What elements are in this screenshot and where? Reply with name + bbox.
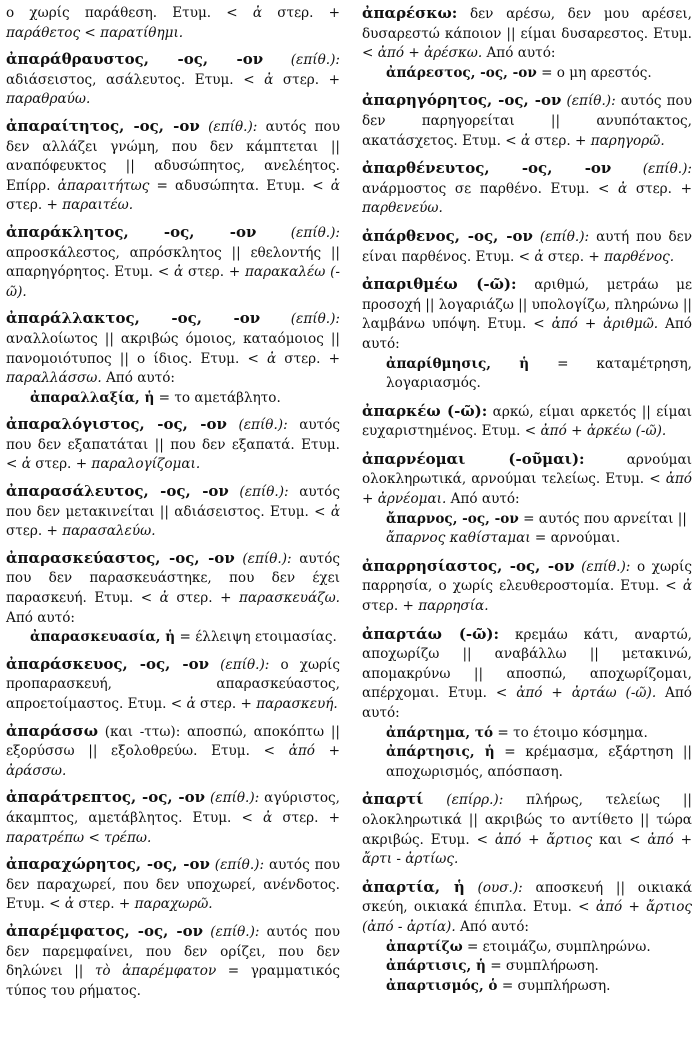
definition: αναλλοίωτος || ακριβώς όμοιος, καταόμοιος || πανομοιότυπος || ο ίδιος. Ετυμ. < xyxy=(6,330,340,367)
definition: ο χωρίς παρρησία, ο χωρίς ελευθεροστομία. Ετυμ. < xyxy=(362,558,692,595)
headword: ἀπαράλλακτος, -ος, -ον xyxy=(6,309,261,328)
sub-headword: ἀπάρεστος, -ος, -ον xyxy=(386,64,537,81)
headword: ἀπαράσσω xyxy=(6,721,98,740)
headword: ἀπαριθμέω (-ῶ): xyxy=(362,275,517,294)
text: στερ. + xyxy=(530,132,591,149)
part-of-speech: (επίθ.): xyxy=(642,161,692,178)
etym-word: ἀ xyxy=(682,578,692,595)
text: + xyxy=(404,45,425,62)
right-column xyxy=(362,4,692,1004)
definition: αυτός που δεν εξαπατάται || που δεν εξαπατά. Ετυμ. < xyxy=(6,417,341,473)
etym-word: παράθετος xyxy=(6,24,81,41)
etym-word: ἀρκέω (-ῶ). xyxy=(586,423,667,440)
dictionary-entry xyxy=(362,402,692,442)
text: στερ. + xyxy=(6,197,63,214)
etym-word: ἀ xyxy=(520,132,531,149)
text: + xyxy=(542,685,572,702)
part-of-speech: (επίρρ.): xyxy=(446,792,504,809)
text: Από αυτό: xyxy=(482,45,556,62)
sub-definition: = το αμετάβλητο. xyxy=(154,389,281,406)
sub-headword: ἀπάρτημα, τό xyxy=(386,724,494,741)
headword: ἀπαρθένευτος, -ος, -ον xyxy=(362,159,612,178)
dictionary-entry xyxy=(6,922,340,1001)
sub-definition: = συμπλήρωση. xyxy=(485,958,599,975)
text: Από αυτό: xyxy=(362,316,692,352)
text: + xyxy=(362,491,378,508)
text: στερ. + xyxy=(262,5,340,21)
etym-word: ἀ xyxy=(21,456,31,473)
text: στερ. + xyxy=(627,180,693,197)
dictionary-entry xyxy=(6,415,340,475)
etym-word: ἀπό xyxy=(377,45,405,62)
sub-definition: = έλλειψη ετοιμασίας. xyxy=(175,629,337,646)
definition: αδιάσειστος, ασάλευτος. Ετυμ. < xyxy=(6,71,265,88)
part-of-speech: (επίθ.): xyxy=(290,52,340,69)
sub-entry xyxy=(386,743,692,782)
dictionary-entry xyxy=(6,722,340,782)
etym-word: ἀράσσω. xyxy=(6,762,67,779)
dictionary-entry xyxy=(6,117,340,216)
sub-entry xyxy=(386,724,692,744)
etym-word: ἀριθμῶ. xyxy=(603,316,659,333)
text: = αδυσώπητα. Ετυμ. < xyxy=(149,177,331,194)
definition: αρκώ, είμαι αρκετός || είμαι ευχαριστημένος. Ετυμ. < xyxy=(362,403,692,440)
sub-phrase: ἄπαρνος καθίσταμαι xyxy=(386,530,531,547)
etym-word: ἄρτιος xyxy=(546,831,593,848)
sub-entry xyxy=(386,355,692,394)
sub-headword: ἀπαρτισμός, ὁ xyxy=(386,977,498,994)
headword: ἀπαραχώρητος, -ος, -ον xyxy=(6,855,210,874)
text: + xyxy=(314,743,340,760)
headword: ἀπαρασάλευτος, -ος, -ον xyxy=(6,482,229,501)
etym-word: παρασκευή. xyxy=(256,696,338,712)
part-of-speech: (επίθ.): xyxy=(220,656,270,673)
dictionary-entry xyxy=(362,557,692,617)
definition: κρεμάω κάτι, αναρτώ, αποχωρίζω || αναβάλλω || μετακινώ, απομακρύνω || αποσπώ, αποχωρίζομαι, απέρχομαι. Ετυμ. < xyxy=(362,626,693,702)
dictionary-entry xyxy=(362,275,692,394)
headword: ἀπαρρησίαστος, -ος, -ον xyxy=(362,556,575,575)
etym-word: ἀ xyxy=(330,503,340,520)
dictionary-entry xyxy=(362,450,692,549)
text: Από αυτό: xyxy=(455,918,529,935)
etym-word: παρθένος. xyxy=(604,248,675,265)
etym-word: παραλλάσσω. xyxy=(6,370,102,387)
headword: ἀπαράθραυστος, -ος, -ον xyxy=(6,50,264,69)
text: < xyxy=(80,24,101,41)
sub-definition: = συμπλήρωση. xyxy=(497,977,611,994)
text: στερ. + xyxy=(276,350,340,367)
etym-word: ἀ xyxy=(64,896,75,913)
etym-word: ἀρτάω (-ῶ). xyxy=(571,685,657,702)
part-of-speech: (επίθ.): xyxy=(242,550,292,567)
dictionary-entry xyxy=(6,549,340,648)
etym-word: παραχωρῶ. xyxy=(134,896,213,913)
definition: αυτός που δεν αλλάζει γνώμη, που δεν κάμπτεται || αναπόφευκτος || αδυσώπητος, ανελέητος. Επίρρ. xyxy=(6,118,340,194)
headword: ἀπαρηγόρητος, -ος, -ον xyxy=(362,91,562,110)
headword: ἀπαρασκεύαστος, -ος, -ον xyxy=(6,548,235,567)
text: στερ. + xyxy=(168,590,239,607)
etym-word: παραθραύω. xyxy=(6,91,91,108)
text: στερ. + xyxy=(74,896,135,913)
dictionary-entry xyxy=(362,625,692,783)
sub-headword: ἀπαραλλαξία, ἡ xyxy=(30,389,155,406)
definition: αγύριστος, άκαμπτος, αμετάβλητος. Ετυμ. < xyxy=(6,790,340,826)
etym-word: ἀ xyxy=(534,248,544,265)
headword: ἀπαράτρεπτος, -ος, -ον xyxy=(6,788,206,807)
text: ο χωρίς παράθεση. Ετυμ. < xyxy=(6,5,253,21)
headword: ἀπαράκλητος, -ος, -ον xyxy=(6,222,257,241)
etym-word: ἀπό xyxy=(595,899,623,916)
sub-headword: ἀπαρτίζω xyxy=(386,938,463,955)
dictionary-entry xyxy=(6,655,340,715)
sub-entry xyxy=(386,510,692,549)
sub-entry xyxy=(386,938,692,958)
text: Από αυτό: xyxy=(362,685,692,721)
etym-word: ἀ xyxy=(252,5,263,21)
headword: ἀπαρτάω (-ῶ): xyxy=(362,624,500,643)
definition: αριθμώ, μετράω με προσοχή || λογαριάζω || υπολογίζω, πληρώνω || λαμβάνω υπόψη. Ετυμ. < xyxy=(362,277,693,333)
etym-word: τρέπω. xyxy=(104,829,152,846)
definition: αυτός που δεν παρασκευάστηκε, που δεν έχει παρασκευή. Ετυμ. < xyxy=(6,550,341,607)
text: στερ. + xyxy=(273,71,340,88)
etym-word: ἀπό xyxy=(288,743,315,760)
etym-word: ἀπό xyxy=(665,471,692,488)
dictionary-entry xyxy=(6,855,340,915)
text: + xyxy=(566,423,587,440)
text: + xyxy=(577,316,604,333)
etym-word: ἄρτι - ἀρτίως. xyxy=(362,851,459,868)
text: στερ. + xyxy=(272,809,340,826)
part-of-speech: (επίθ.): xyxy=(214,857,265,874)
etym-word: παρηγορῶ. xyxy=(590,132,665,149)
part-of-speech: (επίθ.): xyxy=(290,311,340,328)
etym-word: παρθενεύω. xyxy=(362,200,443,217)
etym-word: ἀ xyxy=(264,71,274,88)
text: + xyxy=(673,831,692,848)
text: = γραμματικός τύπος του ρήματος. xyxy=(6,963,340,999)
etym-word: παρατίθημι. xyxy=(100,24,184,41)
text: στερ. + xyxy=(183,264,245,281)
sub-definition: = αρνούμαι. xyxy=(530,530,621,547)
dictionary-entry xyxy=(6,50,340,110)
part-of-speech: (επίθ.): xyxy=(210,790,260,807)
sub-headword: ἀπαρασκευασία, ἡ xyxy=(30,629,176,646)
etym-word: παραλογίζομαι. xyxy=(91,456,201,473)
text: Από αυτό: xyxy=(101,370,175,387)
text: Από αυτό: xyxy=(446,491,520,508)
sub-headword: ἀπαρίθμησις, ἡ xyxy=(386,355,530,372)
definition: αυτός που δεν μετακινείται || αδιάσειστος. Ετυμ. < xyxy=(6,484,340,520)
etym-word: ἀπό xyxy=(551,316,578,333)
headword: ἀπαρτί xyxy=(362,790,424,809)
dictionary-entry xyxy=(362,159,692,219)
etym-word: παρασαλεύω. xyxy=(62,523,156,540)
definition: αυτή που δεν είναι παρθένος. Ετυμ. < xyxy=(362,228,692,265)
headword: ἀπάρθενος, -ος, -ον xyxy=(362,226,533,245)
definition: αυτός που δεν παρεμφαίνει, που δεν ορίζει, που δεν δηλώνει || xyxy=(6,923,340,980)
etym-word: παραιτέω. xyxy=(62,197,134,214)
etym-word: παρατρέπω xyxy=(6,829,85,846)
headword: ἀπαρνέομαι (-οῦμαι): xyxy=(362,449,585,468)
dictionary-entry xyxy=(6,788,340,848)
part-of-speech: (επίθ.): xyxy=(539,228,590,245)
sub-definition: = ο μη αρεστός. xyxy=(536,64,652,81)
etym-word: ἀπό xyxy=(540,423,567,440)
part-of-speech: (επίθ.): xyxy=(290,224,341,241)
part-of-speech: (επίθ.): xyxy=(566,93,616,110)
headword: ἀπαρέμφατος, -ος, -ον xyxy=(6,921,204,940)
etym-word: ἄρτιος (ἀπό - ἀρτία). xyxy=(362,899,692,935)
etym-word: ἀπό xyxy=(516,685,543,702)
sub-headword: ἀπάρτισις, ἡ xyxy=(386,958,486,975)
sub-definition: = κρέμασμα, εξάρτηση || αποχωρισμός, απόσπαση. xyxy=(386,744,692,780)
dictionary-entry xyxy=(6,309,340,408)
etym-word: ἀπό xyxy=(647,831,674,848)
text: + xyxy=(622,899,647,916)
etym-word: παρρησία. xyxy=(418,598,489,615)
part-of-speech: (επίθ.): xyxy=(208,118,258,135)
sub-entry xyxy=(30,628,340,648)
etym-word: ἀρέσκω. xyxy=(424,45,483,62)
text: στερ. + xyxy=(6,523,63,540)
dictionary-entry xyxy=(362,878,692,997)
sub-definition: = το έτοιμο κόσμημα. xyxy=(493,724,648,741)
definition: ο χωρίς προπαρασκευή, απαρασκεύαστος, απροετοίμαστος. Ετυμ. < xyxy=(6,656,340,712)
definition: αποσκευή || οικιακά σκεύη, οικιακά έπιπλα. Ετυμ. < xyxy=(362,879,692,916)
part-of-speech: (επίθ.): xyxy=(581,558,631,575)
dictionary-entry xyxy=(362,227,692,267)
etym-word: ἀρνέομαι. xyxy=(377,491,447,508)
sub-entry xyxy=(30,389,340,409)
text: στερ. + xyxy=(362,598,419,615)
dictionary-entry xyxy=(6,482,340,542)
headword: ἀπαράσκευος, -ος, -ον xyxy=(6,654,209,673)
etym-word: ἀ xyxy=(330,177,340,194)
etym-word: ἀ xyxy=(266,350,277,367)
etym-word: ἀπαραιτήτως xyxy=(57,177,150,194)
left-column xyxy=(6,4,340,1008)
dictionary-entry xyxy=(362,4,692,83)
text: στερ. + xyxy=(543,248,605,265)
sub-headword: ἀπάρτησις, ἡ xyxy=(386,744,495,761)
etym-word: ἀ xyxy=(186,696,196,712)
definition: (και -ττω): αποσπώ, αποκόπτω || εξορύσσω || εξολοθρεύω. Ετυμ. < xyxy=(6,723,340,760)
text: < xyxy=(84,829,105,846)
sub-entry xyxy=(386,64,692,84)
continued-entry xyxy=(6,4,340,43)
dictionary-entry xyxy=(362,790,692,869)
sub-entry xyxy=(386,977,692,997)
definition: αρνούμαι ολοκληρωτικά, αρνούμαι τελείως. Ετυμ. < xyxy=(362,451,692,488)
sub-definition: = αυτός που αρνείται || xyxy=(518,510,687,527)
text: + xyxy=(521,831,547,848)
sub-definition: = ετοιμάζω, συμπληρώνω. xyxy=(462,938,651,955)
dictionary-entry xyxy=(6,223,340,302)
part-of-speech: (ουσ.): xyxy=(477,879,523,896)
headword: ἀπαρκέω (-ῶ): xyxy=(362,401,488,420)
part-of-speech: (επίθ.): xyxy=(239,484,289,501)
definition: αυτός που δεν παραχωρεί, που δεν υποχωρεί, ανένδοτος. Ετυμ. < xyxy=(6,857,340,913)
dictionary-entry xyxy=(362,91,692,151)
text: στερ. + xyxy=(195,696,257,712)
text: και < xyxy=(592,831,648,848)
sub-headword: ἄπαρνος, -ος, -ον xyxy=(386,510,519,527)
headword: ἀπαρέσκω: xyxy=(362,4,458,22)
etym-word: ἀ xyxy=(174,264,184,281)
text: Από αυτό: xyxy=(6,609,75,626)
headword: ἀπαραίτητος, -ος, -ον xyxy=(6,116,200,135)
etym-word: ἀ xyxy=(159,590,169,607)
definition: αυτός που δεν παρηγορείται || ανυπότακτος, ακατάσχετος. Ετυμ. < xyxy=(362,93,692,149)
part-of-speech: (επίθ.): xyxy=(238,417,288,434)
headword: ἀπαρτία, ἡ xyxy=(362,877,465,896)
part-of-speech: (επίθ.): xyxy=(210,923,260,940)
etym-word: ἀ xyxy=(618,180,628,197)
definition: απροσκάλεστος, απρόσκλητος || εθελοντής || απαρηγόρητος. Ετυμ. < xyxy=(6,244,340,281)
etym-word: παρασκευάζω. xyxy=(239,590,340,607)
etym-word: τὸ ἀπαρέμφατον xyxy=(94,963,217,980)
etym-word: παρακαλέω (-ῶ). xyxy=(6,264,341,300)
headword: ἀπαραλόγιστος, -ος, -ον xyxy=(6,415,227,434)
sub-definition: = καταμέτρηση, λογαριασμός. xyxy=(386,355,692,392)
definition: δεν αρέσω, δεν μου αρέσει, δυσαρεστώ κάποιον || είμαι δυσαρεστος. Ετυμ. < xyxy=(362,6,692,62)
etym-word: ἀ xyxy=(263,809,273,826)
text: στερ. + xyxy=(30,456,92,473)
definition: πλήρως, τελείως || ολοκληρωτικά || ακριβώς το αντίθετο || τώρα ακριβώς. Ετυμ. < xyxy=(362,792,692,848)
etym-word: ἀπό xyxy=(494,831,522,848)
sub-entry xyxy=(386,957,692,977)
definition: ανάρμοστος σε παρθένο. Ετυμ. < xyxy=(362,180,619,197)
